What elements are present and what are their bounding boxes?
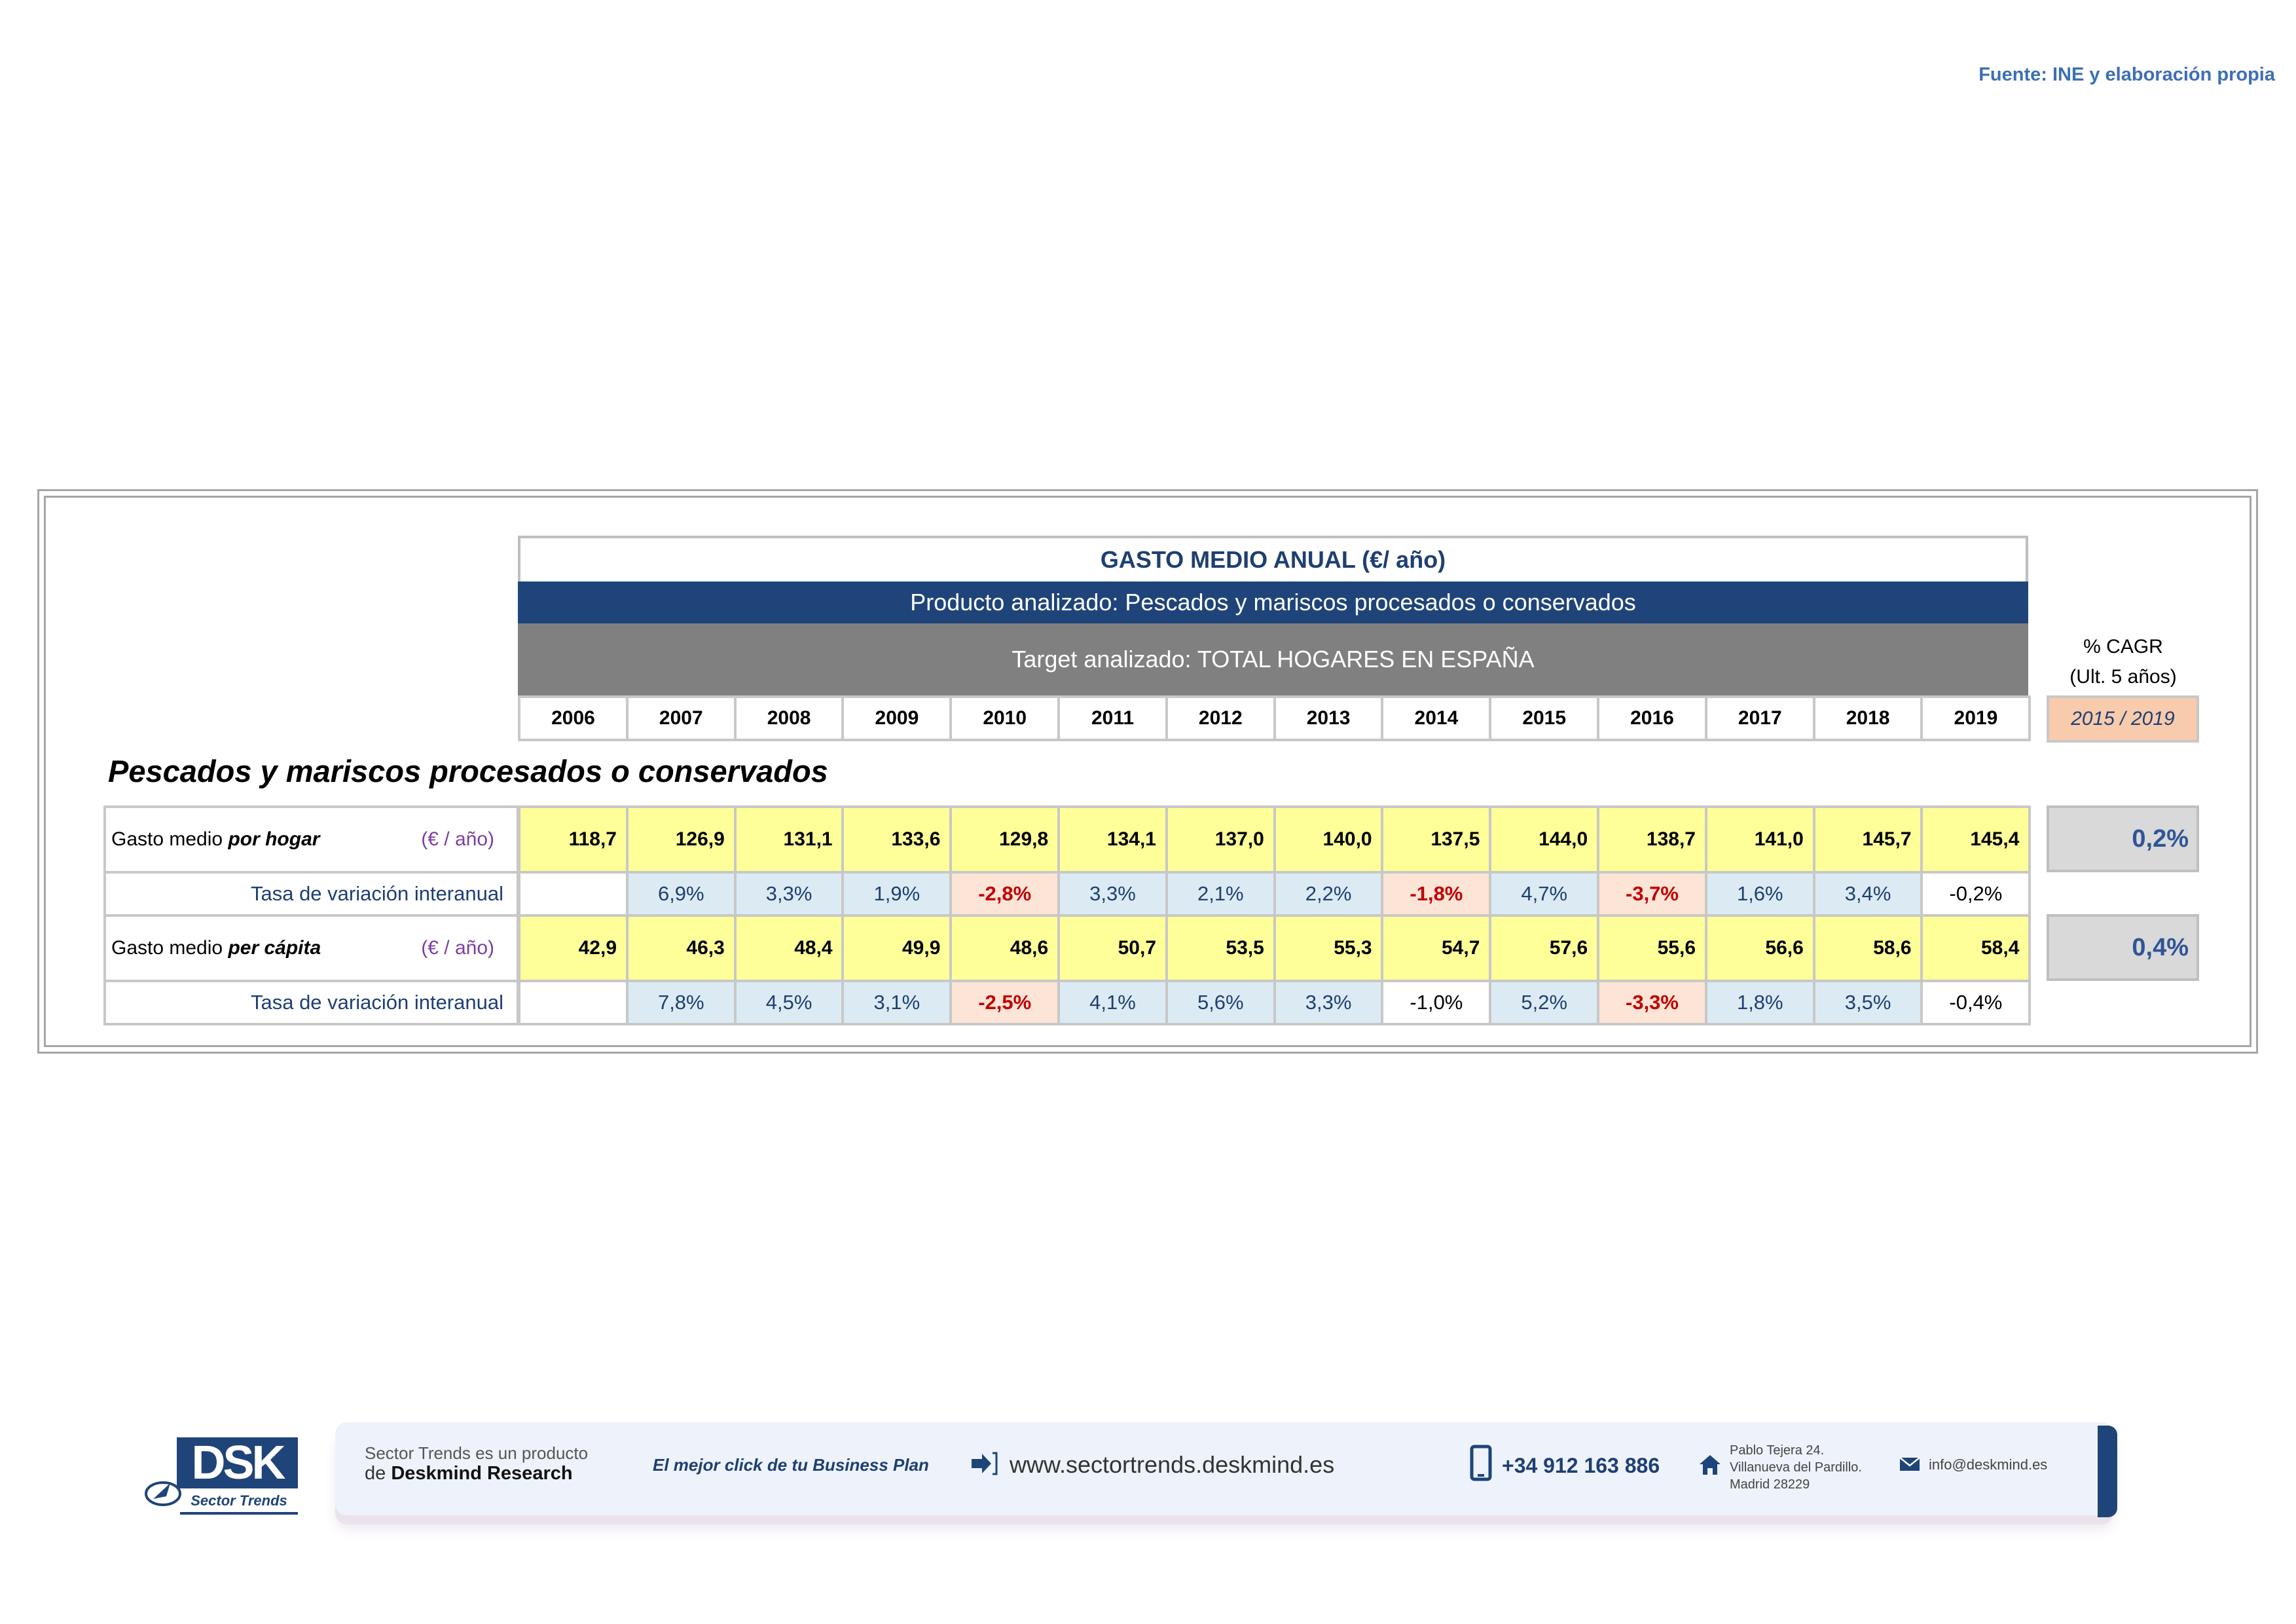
year-header-cell: 2006 <box>518 695 629 741</box>
label-emphasis: por hogar <box>228 828 320 850</box>
row-label-hogar-tasa: Tasa de variación interanual <box>103 871 519 917</box>
cagr-subtitle: (Ult. 5 años) <box>2069 666 2177 688</box>
year-header-cell: 2019 <box>1920 695 2031 741</box>
rate-cell: -1,0% <box>1381 980 1491 1025</box>
rate-cell: 4,5% <box>734 980 845 1025</box>
value-cell: 46,3 <box>626 914 737 982</box>
value-cell: 137,0 <box>1165 805 1276 874</box>
label-prefix: Gasto medio <box>111 828 223 850</box>
address-line-3: Madrid 28229 <box>1730 1477 1810 1492</box>
year-header-cell: 2013 <box>1273 695 1384 741</box>
arrow-right-icon <box>970 1451 998 1476</box>
value-cell: 145,7 <box>1813 805 1923 874</box>
year-header-cell: 2008 <box>734 695 845 741</box>
value-cell: 138,7 <box>1597 805 1707 874</box>
value-cell: 48,6 <box>949 914 1060 982</box>
rate-cell: 5,2% <box>1489 980 1599 1025</box>
rate-cell: -1,8% <box>1381 871 1491 917</box>
rate-cell: 3,1% <box>841 980 952 1025</box>
year-header-cell: 2007 <box>626 695 737 741</box>
section-title: Pescados y mariscos procesados o conservados <box>108 754 828 788</box>
rate-cell: -0,4% <box>1920 980 2031 1025</box>
value-cell: 141,0 <box>1705 805 1815 874</box>
phone-icon <box>1470 1445 1492 1481</box>
value-cell: 54,7 <box>1381 914 1491 982</box>
unit-label: (€ / año) <box>421 828 494 850</box>
table-title: GASTO MEDIO ANUAL (€/ año) <box>518 536 2028 581</box>
value-cell: 131,1 <box>734 805 845 874</box>
logo-swirl-icon <box>144 1477 182 1508</box>
year-header-cell: 2012 <box>1165 695 1276 741</box>
value-cell: 144,0 <box>1489 805 1599 874</box>
logo-subtitle: Sector Trends <box>180 1490 298 1515</box>
year-header-cell: 2017 <box>1705 695 1815 741</box>
rate-cell: 1,8% <box>1705 980 1815 1025</box>
rate-cell: 2,2% <box>1273 871 1384 917</box>
rate-cell: -3,7% <box>1597 871 1707 917</box>
rate-cell: -2,5% <box>949 980 1060 1025</box>
rate-cell: 4,1% <box>1057 980 1168 1025</box>
value-cell: 48,4 <box>734 914 845 982</box>
tagline-prefix: de <box>365 1463 392 1484</box>
slogan: El mejor click de tu Business Plan <box>653 1455 929 1475</box>
value-cell: 50,7 <box>1057 914 1168 982</box>
rate-cell: 5,6% <box>1165 980 1276 1025</box>
row-label-capita-tasa: Tasa de variación interanual <box>103 980 519 1025</box>
phone-number[interactable]: +34 912 163 886 <box>1502 1454 1660 1477</box>
cagr-period: 2015 / 2019 <box>2047 695 2199 743</box>
label-emphasis: per cápita <box>228 937 321 959</box>
cagr-header <box>2048 632 2198 692</box>
cagr-title: % CAGR <box>2083 636 2163 657</box>
target-header: Target analizado: TOTAL HOGARES EN ESPAÑA <box>518 623 2028 695</box>
value-cell: 140,0 <box>1273 805 1384 874</box>
mail-icon <box>1899 1456 1921 1472</box>
year-header-cell: 2011 <box>1057 695 1168 741</box>
value-cell: 56,6 <box>1705 914 1815 982</box>
tagline-1: Sector Trends es un producto <box>365 1443 589 1463</box>
rate-cell: -0,2% <box>1920 871 2031 917</box>
cagr-capita-value: 0,4% <box>2047 914 2199 981</box>
rate-cell: 4,7% <box>1489 871 1599 917</box>
value-cell: 49,9 <box>841 914 952 982</box>
value-cell: 53,5 <box>1165 914 1276 982</box>
tagline-2 <box>365 1463 573 1485</box>
address <box>1730 1442 1862 1493</box>
rate-cell: 1,6% <box>1705 871 1815 917</box>
year-header-cell: 2016 <box>1597 695 1707 741</box>
address-line-2: Villanueva del Pardillo. <box>1730 1460 1862 1475</box>
rate-cell: 2,1% <box>1165 871 1276 917</box>
value-cell: 42,9 <box>518 914 629 982</box>
value-cell: 58,4 <box>1920 914 2031 982</box>
rate-cell <box>518 980 629 1025</box>
rate-cell: 3,3% <box>1273 980 1384 1025</box>
rate-cell: 1,9% <box>841 871 952 917</box>
cagr-hogar-value: 0,2% <box>2047 805 2199 872</box>
year-header-cell: 2010 <box>949 695 1060 741</box>
product-header: Producto analizado: Pescados y mariscos procesados o conservados <box>518 581 2028 623</box>
year-header-cell: 2015 <box>1489 695 1599 741</box>
year-header-cell: 2018 <box>1813 695 1923 741</box>
value-cell: 133,6 <box>841 805 952 874</box>
rate-cell: 7,8% <box>626 980 737 1025</box>
value-cell: 126,9 <box>626 805 737 874</box>
footer-banner <box>335 1422 2113 1515</box>
unit-label: (€ / año) <box>421 937 494 959</box>
rate-cell: -3,3% <box>1597 980 1707 1025</box>
address-line-1: Pablo Tejera 24. <box>1730 1443 1825 1458</box>
label-prefix: Gasto medio <box>111 937 223 959</box>
source-note: Fuente: INE y elaboración propia <box>1978 64 2275 85</box>
value-cell: 129,8 <box>949 805 1060 874</box>
value-cell: 55,3 <box>1273 914 1384 982</box>
year-header-cell: 2009 <box>841 695 952 741</box>
home-icon <box>1698 1454 1722 1476</box>
rate-cell: 3,4% <box>1813 871 1923 917</box>
row-label-capita <box>103 914 519 982</box>
rate-cell: 3,3% <box>734 871 845 917</box>
brand-name: Deskmind Research <box>391 1463 573 1484</box>
rate-cell: 3,3% <box>1057 871 1168 917</box>
rate-cell: 6,9% <box>626 871 737 917</box>
rate-cell: 3,5% <box>1813 980 1923 1025</box>
rate-cell: -2,8% <box>949 871 1060 917</box>
value-cell: 134,1 <box>1057 805 1168 874</box>
row-label-hogar <box>103 805 519 874</box>
year-header-cell: 2014 <box>1381 695 1491 741</box>
value-cell: 137,5 <box>1381 805 1491 874</box>
dsk-logo <box>144 1437 298 1513</box>
rate-cell <box>518 871 629 917</box>
value-cell: 55,6 <box>1597 914 1707 982</box>
logo-mark: DSK <box>177 1437 298 1488</box>
value-cell: 58,6 <box>1813 914 1923 982</box>
website-link[interactable]: www.sectortrends.deskmind.es <box>1010 1451 1335 1478</box>
value-cell: 57,6 <box>1489 914 1599 982</box>
value-cell: 118,7 <box>518 805 629 874</box>
email-link[interactable]: info@deskmind.es <box>1929 1456 2048 1473</box>
value-cell: 145,4 <box>1920 805 2031 874</box>
